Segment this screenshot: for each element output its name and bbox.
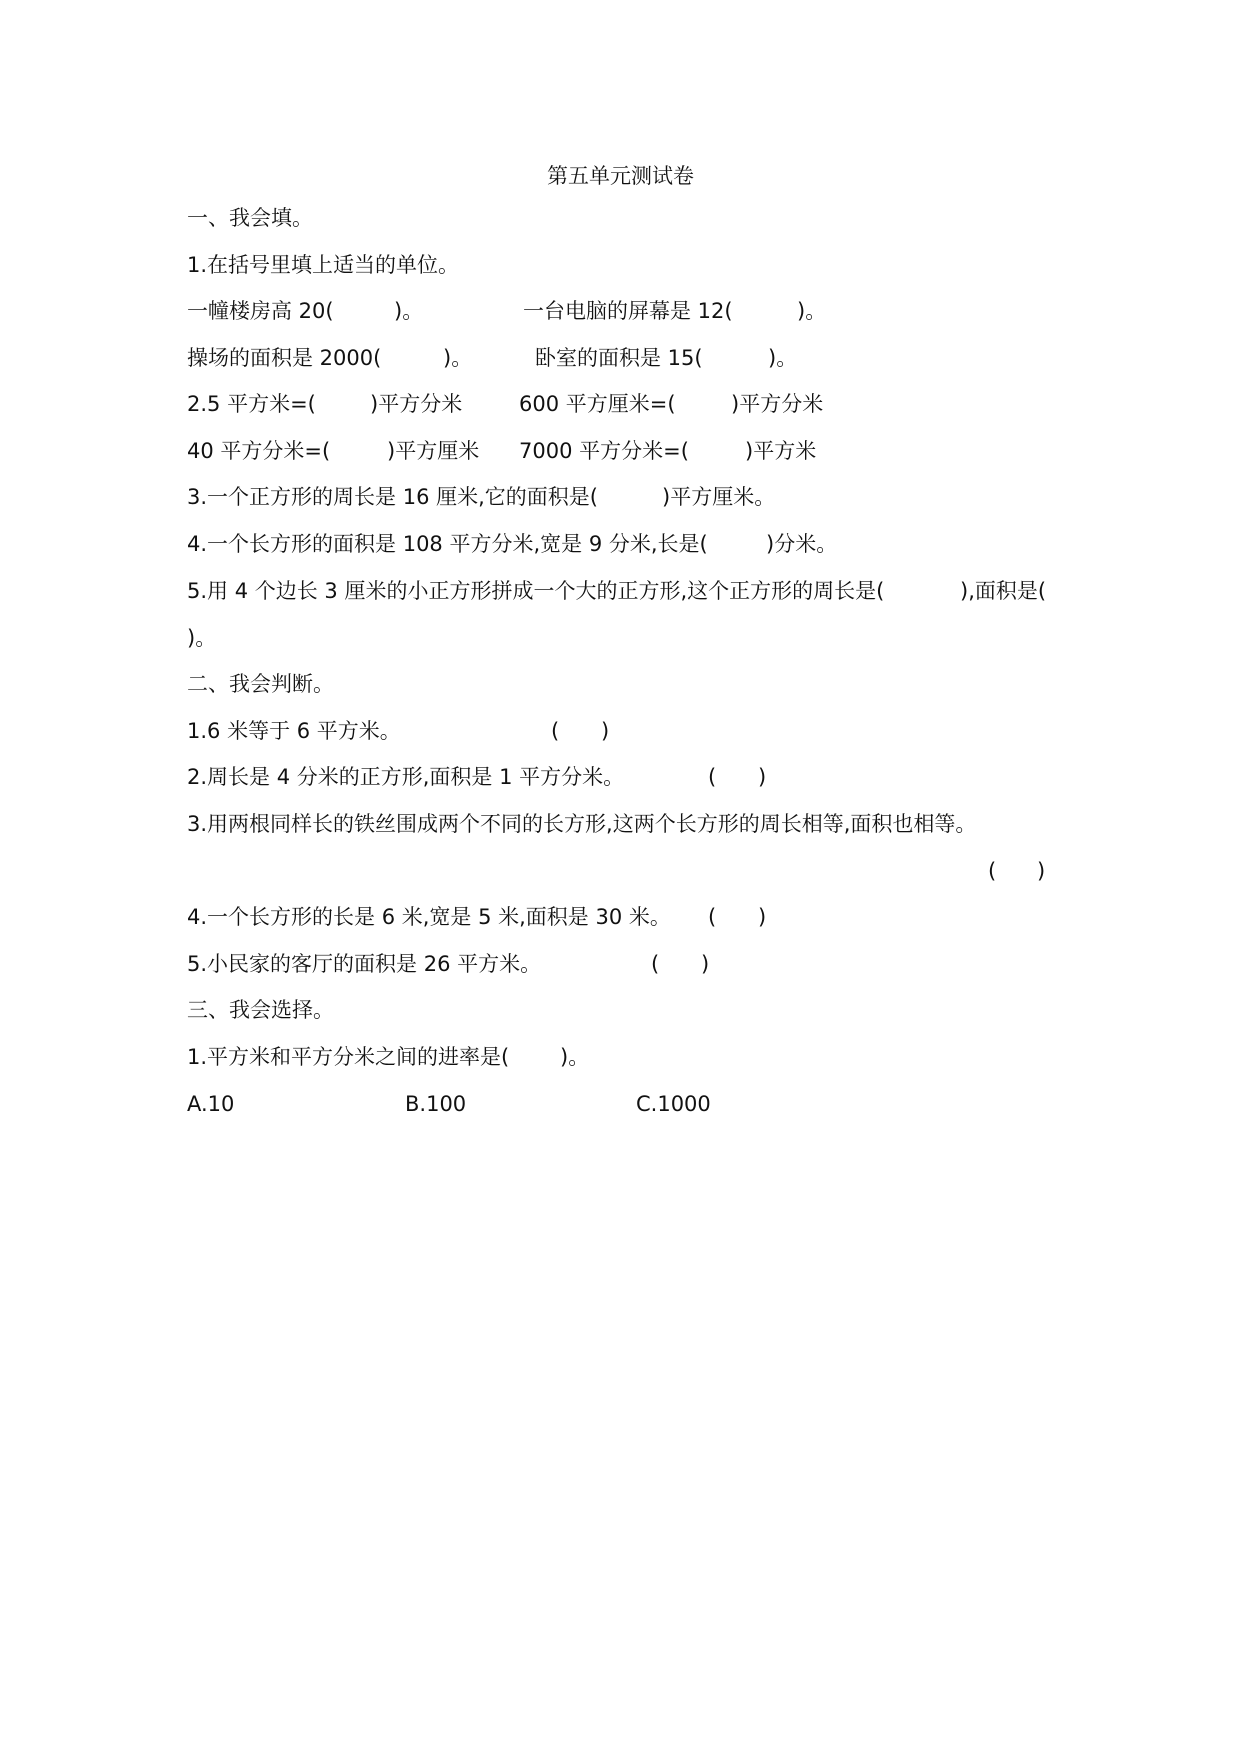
question-5: 5.用 4 个边长 3 厘米的小正方形拼成一个大的正方形,这个正方形的周长是( (187, 579, 885, 603)
q1-item-d-close: )。 (768, 346, 798, 370)
judge-q1-open: ( (551, 719, 560, 743)
question-5-close: )。 (187, 626, 217, 650)
judge-q5-open: ( (651, 952, 660, 976)
question-4-close: )分米。 (766, 532, 838, 556)
judge-q3: 3.用两根同样长的铁丝围成两个不同的长方形,这两个长方形的周长相等,面积也相等。 (187, 812, 977, 836)
section-heading-fill: 一、我会填。 (187, 206, 313, 230)
q2-item-a-close: )平方分米 (370, 392, 463, 416)
judge-q4-open: ( (708, 905, 717, 929)
q1-item-b: 一台电脑的屏幕是 12( (523, 299, 733, 323)
q1-item-a-close: )。 (394, 299, 424, 323)
judge-q1-close: ) (601, 719, 610, 743)
q2-item-c: 40 平方分米=( (187, 439, 331, 463)
choose-q1: 1.平方米和平方分米之间的进率是( (187, 1045, 510, 1069)
section-heading-judge: 二、我会判断。 (187, 672, 334, 696)
q2-item-a: 2.5 平方米=( (187, 392, 316, 416)
judge-q3-close: ) (1037, 859, 1046, 883)
q1-item-c: 操场的面积是 2000( (187, 346, 382, 370)
judge-q4-close: ) (758, 905, 767, 929)
question-3-close: )平方厘米。 (662, 485, 776, 509)
judge-q4: 4.一个长方形的长是 6 米,宽是 5 米,面积是 30 米。 (187, 905, 671, 929)
q2-item-d: 7000 平方分米=( (519, 439, 689, 463)
page-title: 第五单元测试卷 (547, 164, 694, 188)
judge-q2-close: ) (758, 765, 767, 789)
judge-q2: 2.周长是 4 分米的正方形,面积是 1 平方分米。 (187, 765, 625, 789)
choose-q1-option-a: A.10 (187, 1092, 235, 1116)
q2-item-b-close: )平方分米 (731, 392, 824, 416)
section-heading-choose: 三、我会选择。 (187, 998, 334, 1022)
question-4: 4.一个长方形的面积是 108 平方分米,宽是 9 分米,长是( (187, 532, 708, 556)
question-3: 3.一个正方形的周长是 16 厘米,它的面积是( (187, 485, 598, 509)
q1-item-b-close: )。 (797, 299, 827, 323)
choose-q1-option-c: C.1000 (636, 1092, 711, 1116)
q2-item-c-close: )平方厘米 (387, 439, 480, 463)
question-5-mid: ),面积是( (960, 579, 1047, 603)
question-1-prompt: 1.在括号里填上适当的单位。 (187, 253, 460, 277)
judge-q1: 1.6 米等于 6 平方米。 (187, 719, 401, 743)
q1-item-c-close: )。 (443, 346, 473, 370)
q1-item-a: 一幢楼房高 20( (187, 299, 334, 323)
judge-q3-open: ( (988, 859, 997, 883)
q2-item-b: 600 平方厘米=( (519, 392, 676, 416)
judge-q5: 5.小民家的客厅的面积是 26 平方米。 (187, 952, 542, 976)
choose-q1-option-b: B.100 (405, 1092, 467, 1116)
q2-item-d-close: )平方米 (745, 439, 817, 463)
judge-q5-close: ) (701, 952, 710, 976)
judge-q2-open: ( (708, 765, 717, 789)
choose-q1-close: )。 (560, 1045, 590, 1069)
q1-item-d: 卧室的面积是 15( (535, 346, 703, 370)
